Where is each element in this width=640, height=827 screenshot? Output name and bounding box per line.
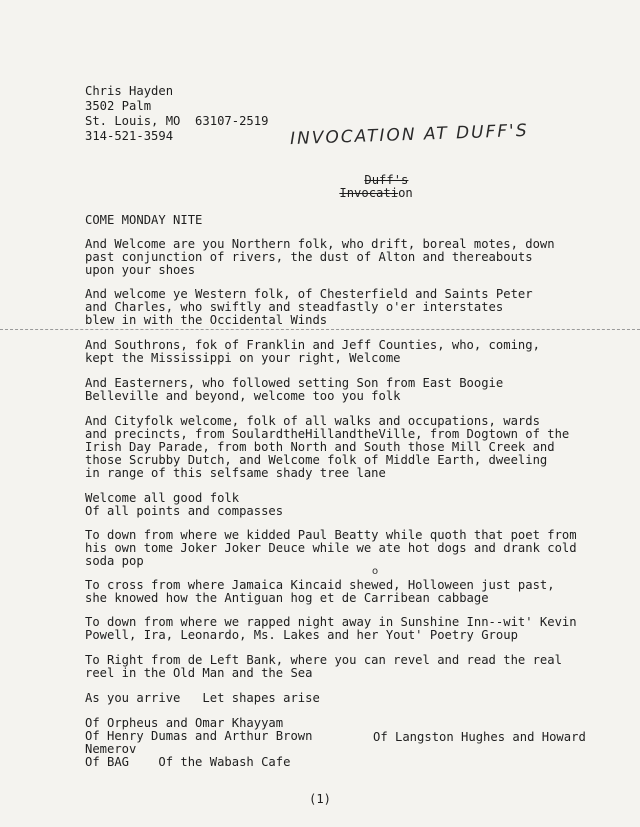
closing-line: Of Henry Dumas and Arthur Brown (85, 729, 313, 743)
closing-line: Of Orpheus and Omar Khayyam (85, 716, 284, 730)
poem-line: upon your shoes (85, 263, 196, 277)
closing-line: Nemerov (85, 742, 137, 756)
poem-line: And Easterners, who followed setting Son from East Boogie (85, 376, 504, 390)
poem-line: past conjunction of rivers, the dust of Alton and thereabouts (85, 250, 533, 264)
poem-line: in range of this selfsame shady tree lane (85, 466, 386, 480)
author-phone: 314-521-3594 (85, 129, 174, 143)
poem-line: those Scrubby Dutch, and Welcome folk of Middle Earth, dweeling (85, 453, 548, 467)
handwritten-o-mark: o (372, 566, 379, 577)
author-name: Chris Hayden (85, 84, 174, 98)
poem-line: his own tome Joker Joker Deuce while we ate hot dogs and drank cold (85, 541, 577, 555)
poem-line: she knowed how the Antiguan hog et de Carribean cabbage (85, 591, 489, 605)
poem-line: Belleville and beyond, welcome too you folk (85, 389, 401, 403)
poem-heading: COME MONDAY NITE (85, 213, 203, 227)
poem-line: To down from where we rapped night away in Sunshine Inn--wit' Kevin (85, 615, 577, 629)
poem-line: And welcome ye Western folk, of Chesterfield and Saints Peter (85, 287, 533, 301)
poem-line: Irish Day Parade, from both North and South those Mill Creek and (85, 440, 555, 454)
title-suffix: on (398, 186, 413, 200)
poem-line: soda pop (85, 554, 144, 568)
poem-line: reel in the Old Man and the Sea (85, 666, 313, 680)
struck-duffs-text: Duff's (364, 173, 409, 187)
poem-line: As you arrive Let shapes arise (85, 691, 320, 705)
author-street: 3502 Palm (85, 99, 152, 113)
poem-line: kept the Mississippi on your right, Welcome (85, 351, 401, 365)
handwritten-note: INVOCATION AT DUFF'S (289, 120, 529, 150)
fold-line (0, 329, 640, 331)
poem-line: and precincts, from SoulardtheHillandtheVille, from Dogtown of the (85, 427, 570, 441)
closing-line-right: Of Langston Hughes and Howard (373, 730, 586, 744)
poem-line: To cross from where Jamaica Kincaid shewed, Holloween just past, (85, 578, 555, 592)
poem-line: and Charles, who swiftly and steadfastly o'er interstates (85, 300, 504, 314)
struck-invocati-text: Invocati (339, 186, 399, 200)
poem-line: To Right from de Left Bank, where you can revel and read the real (85, 653, 562, 667)
author-city: St. Louis, MO 63107-2519 (85, 114, 269, 128)
poem-line: Powell, Ira, Leonardo, Ms. Lakes and her Yout' Poetry Group (85, 628, 518, 642)
poem-line: And Cityfolk welcome, folk of all walks and occupations, wards (85, 414, 540, 428)
poem-line: Welcome all good folk (85, 491, 240, 505)
closing-line: Of BAG Of the Wabash Cafe (85, 755, 291, 769)
poem-line: To down from where we kidded Paul Beatty while quoth that poet from (85, 528, 577, 542)
poem-line: blew in with the Occidental Winds (85, 313, 328, 327)
poem-line: And Welcome are you Northern folk, who drift, boreal motes, down (85, 237, 555, 251)
page-number: (1) (308, 792, 331, 806)
poem-line: Of all points and compasses (85, 504, 284, 518)
poem-line: And Southrons, fok of Franklin and Jeff Counties, who, coming, (85, 338, 540, 352)
title-invocation (310, 174, 413, 213)
